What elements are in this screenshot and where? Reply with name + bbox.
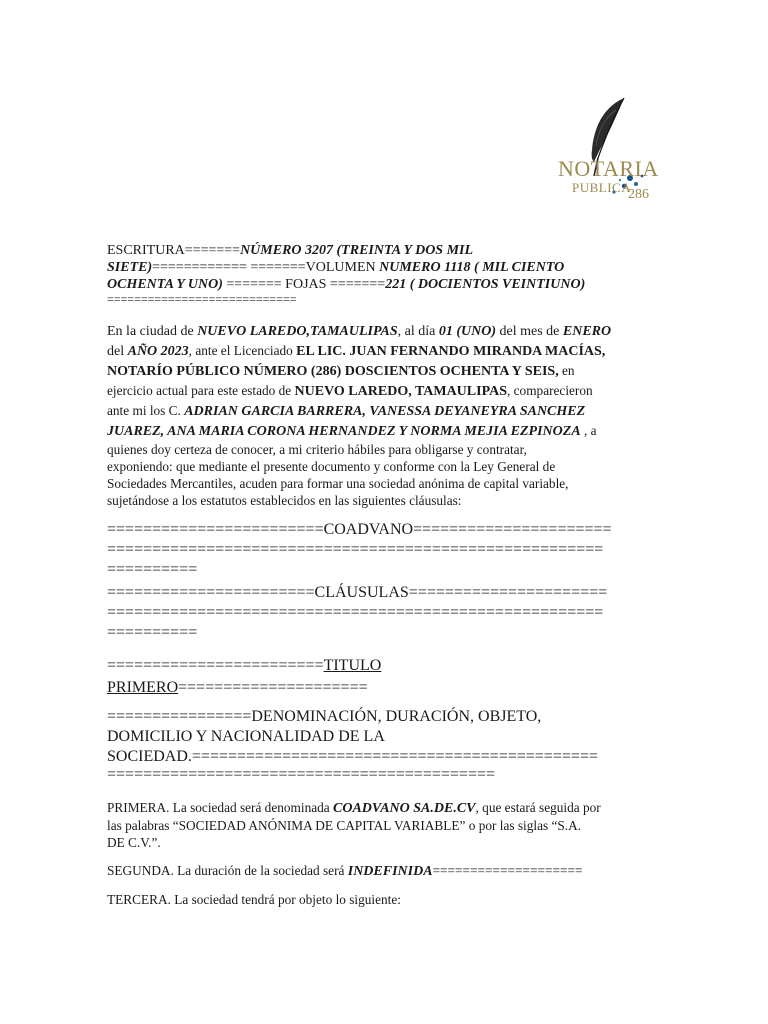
fojas-value: 221 ( DOCIENTOS VEINTIUNO) xyxy=(385,277,586,292)
escritura-label: ESCRITURA======= xyxy=(107,243,241,258)
intro-paragraph xyxy=(107,322,659,509)
intro-text: , a xyxy=(580,423,597,438)
clause-text: PRIMERA. La sociedad será denominada xyxy=(107,800,333,815)
intro-month: ENERO xyxy=(562,324,612,339)
intro-text: ante mi los C. xyxy=(107,403,185,418)
intro-names: JUAREZ, ANA MARIA CORONA HERNANDEZ Y NORMA MEJIA EZPINOZA xyxy=(107,424,581,439)
clausula-segunda xyxy=(107,862,659,880)
intro-city: NUEVO LAREDO,TAMAULIPAS xyxy=(197,324,398,339)
coadvano-section xyxy=(107,520,659,580)
denominacion-title: SOCIEDAD. xyxy=(107,748,192,765)
clausula-primera xyxy=(107,799,659,851)
clause-text: las palabras “SOCIEDAD ANÓNIMA DE CAPITAL VARIABLE” o por las siglas “S.A. xyxy=(107,818,582,833)
heading-equals-line: ============================ xyxy=(107,293,297,305)
duration-value: INDEFINIDA xyxy=(347,864,433,879)
escritura-heading xyxy=(107,242,659,305)
escritura-numero: NÚMERO 3207 (TREINTA Y DOS MIL xyxy=(240,243,474,258)
equals-rule: ===================== xyxy=(178,679,368,696)
equals-rule: ======================================================= xyxy=(107,604,604,621)
clause-text: , que estará seguida por xyxy=(475,800,601,815)
intro-day: 01 (UNO) xyxy=(438,324,497,339)
clausulas-title: CLÁUSULAS xyxy=(314,584,409,601)
titulo-primero xyxy=(107,655,659,699)
logo-line1: NOTARIA xyxy=(558,156,659,181)
clause-text: DE C.V.”. xyxy=(107,835,161,850)
equals-rule: ======================================================= xyxy=(107,541,604,558)
equals-rule: =========================================== xyxy=(107,767,496,783)
denominacion-title: DENOMINACIÓN, DURACIÓN, OBJETO, xyxy=(251,708,542,725)
equals-rule: ======================== xyxy=(107,521,324,538)
fojas-label: ======= FOJAS ======= xyxy=(222,277,386,292)
titulo-word: PRIMERO xyxy=(107,679,179,696)
intro-text: , ante el Licenciado xyxy=(188,343,297,358)
intro-text: En la ciudad de xyxy=(107,324,198,339)
equals-rule: ========== xyxy=(107,624,198,641)
clause-text: SEGUNDA. La duración de la sociedad será xyxy=(107,863,348,878)
logo-number: 286 xyxy=(628,187,649,202)
quill-logo-icon xyxy=(554,92,662,204)
intro-text: del xyxy=(107,344,128,359)
clausula-tercera xyxy=(107,891,659,908)
intro-line: Sociedades Mercantiles, acuden para formar una sociedad anónima de capital variable, xyxy=(107,476,569,491)
equals-rule: ====================== xyxy=(413,521,612,538)
equals-rule: ============================================= xyxy=(191,748,598,765)
intro-text: , al día xyxy=(397,324,439,339)
clause-text: TERCERA. La sociedad tendrá por objeto lo siguiente: xyxy=(107,892,401,907)
equals-rule: ========== xyxy=(107,561,198,578)
denominacion-section xyxy=(107,707,659,783)
equals-rule: ====================== xyxy=(408,584,608,601)
equals-rule: ======================= xyxy=(107,584,315,601)
intro-names: ADRIAN GARCIA BARRERA, VANESSA DEYANEYRA SANCHEZ xyxy=(184,404,586,419)
intro-line: exponiendo: que mediante el presente documento y conforme con la Ley General de xyxy=(107,459,556,474)
intro-text: del mes de xyxy=(496,324,563,339)
company-name: COADVANO SA.DE.CV xyxy=(333,801,476,816)
equals-rule: ======================== xyxy=(107,657,324,674)
intro-licenciado: EL LIC. JUAN FERNANDO MIRANDA MACÍAS, xyxy=(296,344,606,359)
intro-line: quienes doy certeza de conocer, a mi criterio hábiles para obligarse y contratar, xyxy=(107,442,527,457)
coadvano-title: COADVANO xyxy=(323,521,414,538)
equals-rule: ==================== xyxy=(432,863,583,878)
denominacion-title: DOMICILIO Y NACIONALIDAD DE LA xyxy=(107,728,385,745)
escritura-siete: SIETE) xyxy=(107,260,153,275)
intro-text: , comparecieron xyxy=(507,383,593,398)
equals-rule: ================ xyxy=(107,708,252,725)
volumen-ochenta: OCHENTA Y UNO) xyxy=(107,277,223,292)
titulo-word: TITULO xyxy=(323,657,382,674)
intro-text: ejercicio actual para este estado de xyxy=(107,383,295,398)
intro-notario: NOTARÍO PÚBLICO NÚMERO (286) DOSCIENTOS OCHENTA Y SEIS, xyxy=(107,364,559,379)
intro-year: AÑO 2023 xyxy=(127,344,189,359)
logo-line2: PUBLICA xyxy=(572,180,632,195)
volumen-numero: NUMERO 1118 ( MIL CIENTO xyxy=(379,260,565,275)
intro-estado: NUEVO LAREDO, TAMAULIPAS xyxy=(294,384,507,399)
intro-text: en xyxy=(558,363,575,378)
intro-line: sujetándose a los estatutos establecidos en las siguientes cláusulas: xyxy=(107,493,462,508)
clausulas-section xyxy=(107,583,659,643)
volumen-label: ============ =======VOLUMEN xyxy=(152,260,380,275)
notaria-logo xyxy=(554,92,662,204)
